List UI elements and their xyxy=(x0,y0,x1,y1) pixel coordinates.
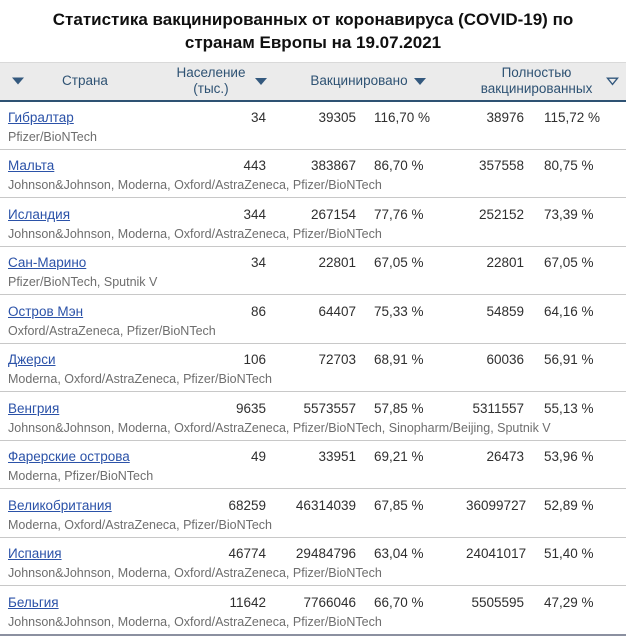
population-value: 34 xyxy=(250,110,266,125)
table-header xyxy=(0,63,626,101)
country-cell xyxy=(0,101,170,128)
sort-desc-icon[interactable] xyxy=(255,78,267,85)
country-link[interactable]: Джерси xyxy=(8,352,56,368)
vaccinated-value: 72703 xyxy=(318,352,356,368)
table-row xyxy=(0,246,626,295)
vaccinated-value: 383867 xyxy=(310,158,356,174)
sort-desc-icon[interactable] xyxy=(414,78,426,85)
fully-vaccinated-value: 24041017 xyxy=(466,546,527,562)
fully-vaccinated-percent: 73,39 % xyxy=(544,206,594,222)
page-title-line1: Статистика вакцинированных от коронавируса (COVID-19) по xyxy=(52,10,574,29)
table-row xyxy=(0,489,626,538)
sort-desc-outline-icon[interactable] xyxy=(606,77,619,86)
fully-vaccinated-percent: 55,13 % xyxy=(544,400,594,416)
vaccinated-percent: 68,91 % xyxy=(374,352,424,368)
country-link[interactable]: Гибралтар xyxy=(8,110,74,125)
vaccinated-percent: 57,85 % xyxy=(374,400,424,416)
country-link[interactable]: Фарерские острова xyxy=(8,449,130,465)
vaccines-list: Pfizer/BioNTech xyxy=(0,128,626,150)
country-link[interactable]: Великобритания xyxy=(8,497,112,513)
country-cell xyxy=(0,295,170,322)
vaccinated-value: 29484796 xyxy=(295,546,356,562)
country-cell xyxy=(0,343,170,370)
fully-vaccinated-value: 5505595 xyxy=(471,594,525,610)
population-value: 11642 xyxy=(229,594,266,610)
vaccinated-value: 64407 xyxy=(318,303,356,319)
fully-vaccinated-value: 252152 xyxy=(478,206,525,222)
country-link[interactable]: Остров Мэн xyxy=(8,303,84,319)
fully-vaccinated-percent: 52,89 % xyxy=(544,497,594,513)
vaccinated-value: 267154 xyxy=(310,206,356,222)
country-header-label[interactable]: Страна xyxy=(62,73,108,89)
table-row xyxy=(0,440,626,489)
vaccines-list: Johnson&Johnson, Moderna, Oxford/AstraZeneca, Pfizer/BioNTech xyxy=(0,176,626,198)
population-value: 34 xyxy=(250,255,266,271)
vaccinated-value: 33951 xyxy=(318,449,356,465)
country-link[interactable]: Венгрия xyxy=(8,400,60,416)
fully-vaccinated-header-label[interactable]: Полностью вакцинированных xyxy=(480,65,593,97)
vaccinated-value: 22801 xyxy=(318,255,356,271)
column-header-fully-vaccinated[interactable] xyxy=(466,63,626,101)
vaccines-list: Pfizer/BioNTech, Sputnik V xyxy=(0,273,626,295)
country-link[interactable]: Испания xyxy=(8,546,62,562)
population-header-label[interactable]: Население (тыс.) xyxy=(176,65,246,97)
population-value: 9635 xyxy=(235,400,266,416)
population-value: 68259 xyxy=(228,497,266,513)
vaccinated-percent: 67,05 % xyxy=(374,255,424,271)
country-cell xyxy=(0,586,170,613)
population-value: 86 xyxy=(250,303,266,319)
vaccines-list: Moderna, Oxford/AstraZeneca, Pfizer/BioNTech xyxy=(0,370,626,392)
fully-vaccinated-percent: 67,05 % xyxy=(544,255,594,271)
country-cell xyxy=(0,246,170,273)
vaccinated-percent: 77,76 % xyxy=(374,206,424,222)
fully-vaccinated-value: 38976 xyxy=(486,110,525,125)
country-cell xyxy=(0,198,170,225)
fully-vaccinated-value: 26473 xyxy=(486,449,525,465)
sort-desc-icon[interactable] xyxy=(12,78,24,85)
population-value: 49 xyxy=(250,449,266,465)
country-cell xyxy=(0,440,170,467)
vaccines-list: Oxford/AstraZeneca, Pfizer/BioNTech xyxy=(0,322,626,344)
fully-vaccinated-value: 357558 xyxy=(478,158,525,174)
vaccination-stats-table xyxy=(0,62,626,636)
country-link[interactable]: Бельгия xyxy=(8,594,59,610)
vaccines-list: Johnson&Johnson, Moderna, Oxford/AstraZeneca, Pfizer/BioNTech xyxy=(0,613,626,635)
vaccinated-percent: 63,04 % xyxy=(374,546,424,562)
vaccines-list: Johnson&Johnson, Moderna, Oxford/AstraZeneca, Pfizer/BioNTech, Sinopharm/Beijing, Sputnik V xyxy=(0,419,626,441)
vaccinated-value: 7766046 xyxy=(303,594,356,610)
vaccinated-percent: 67,85 % xyxy=(374,497,424,513)
population-value: 443 xyxy=(243,158,266,174)
fully-vaccinated-value: 54859 xyxy=(486,303,525,319)
column-header-vaccinated[interactable] xyxy=(270,63,466,101)
vaccines-list: Johnson&Johnson, Moderna, Oxford/AstraZeneca, Pfizer/BioNTech xyxy=(0,564,626,586)
fully-vaccinated-value: 5311557 xyxy=(472,400,525,416)
vaccinated-header-label[interactable]: Вакцинировано xyxy=(310,73,408,89)
population-value: 46774 xyxy=(228,546,266,562)
vaccines-list: Moderna, Pfizer/BioNTech xyxy=(0,467,626,489)
vaccinated-value: 46314039 xyxy=(295,497,356,513)
page-title xyxy=(0,0,626,54)
fully-vaccinated-percent: 47,29 % xyxy=(544,594,594,610)
vaccinated-percent: 116,70 % xyxy=(374,110,431,125)
population-value: 344 xyxy=(243,206,266,222)
vaccines-list: Johnson&Johnson, Moderna, Oxford/AstraZeneca, Pfizer/BioNTech xyxy=(0,225,626,247)
table-row xyxy=(0,198,626,247)
table-row xyxy=(0,343,626,392)
fully-vaccinated-value: 36099727 xyxy=(466,497,527,513)
country-cell xyxy=(0,149,170,176)
fully-vaccinated-percent: 56,91 % xyxy=(544,352,594,368)
fully-vaccinated-value: 22801 xyxy=(486,255,525,271)
country-cell xyxy=(0,537,170,564)
vaccinated-value: 5573557 xyxy=(303,400,356,416)
table-row xyxy=(0,537,626,586)
vaccinated-percent: 69,21 % xyxy=(374,449,424,465)
vaccinated-value: 39305 xyxy=(318,110,356,125)
country-cell xyxy=(0,489,170,516)
country-link[interactable]: Сан-Марино xyxy=(8,255,87,271)
table-row xyxy=(0,295,626,344)
vaccinated-percent: 86,70 % xyxy=(374,158,424,174)
table-row xyxy=(0,101,626,150)
table-row xyxy=(0,586,626,635)
column-header-country[interactable] xyxy=(0,63,170,101)
column-header-population[interactable] xyxy=(170,63,270,101)
country-link[interactable]: Мальта xyxy=(8,158,55,174)
country-cell xyxy=(0,392,170,419)
vaccinated-percent: 75,33 % xyxy=(374,303,424,319)
vaccines-list: Moderna, Oxford/AstraZeneca, Pfizer/BioNTech xyxy=(0,516,626,538)
fully-vaccinated-percent: 51,40 % xyxy=(544,546,594,562)
table-row xyxy=(0,392,626,441)
fully-vaccinated-percent: 53,96 % xyxy=(544,449,594,465)
fully-vaccinated-value: 60036 xyxy=(486,352,525,368)
table-row xyxy=(0,149,626,198)
fully-vaccinated-percent: 64,16 % xyxy=(544,303,594,319)
vaccinated-percent: 66,70 % xyxy=(374,594,424,610)
country-link[interactable]: Исландия xyxy=(8,206,71,222)
population-value: 106 xyxy=(243,352,266,368)
page-title-line2: странам Европы на 19.07.2021 xyxy=(184,33,442,52)
fully-vaccinated-percent: 80,75 % xyxy=(544,158,594,174)
fully-vaccinated-percent: 115,72 % xyxy=(544,110,601,125)
